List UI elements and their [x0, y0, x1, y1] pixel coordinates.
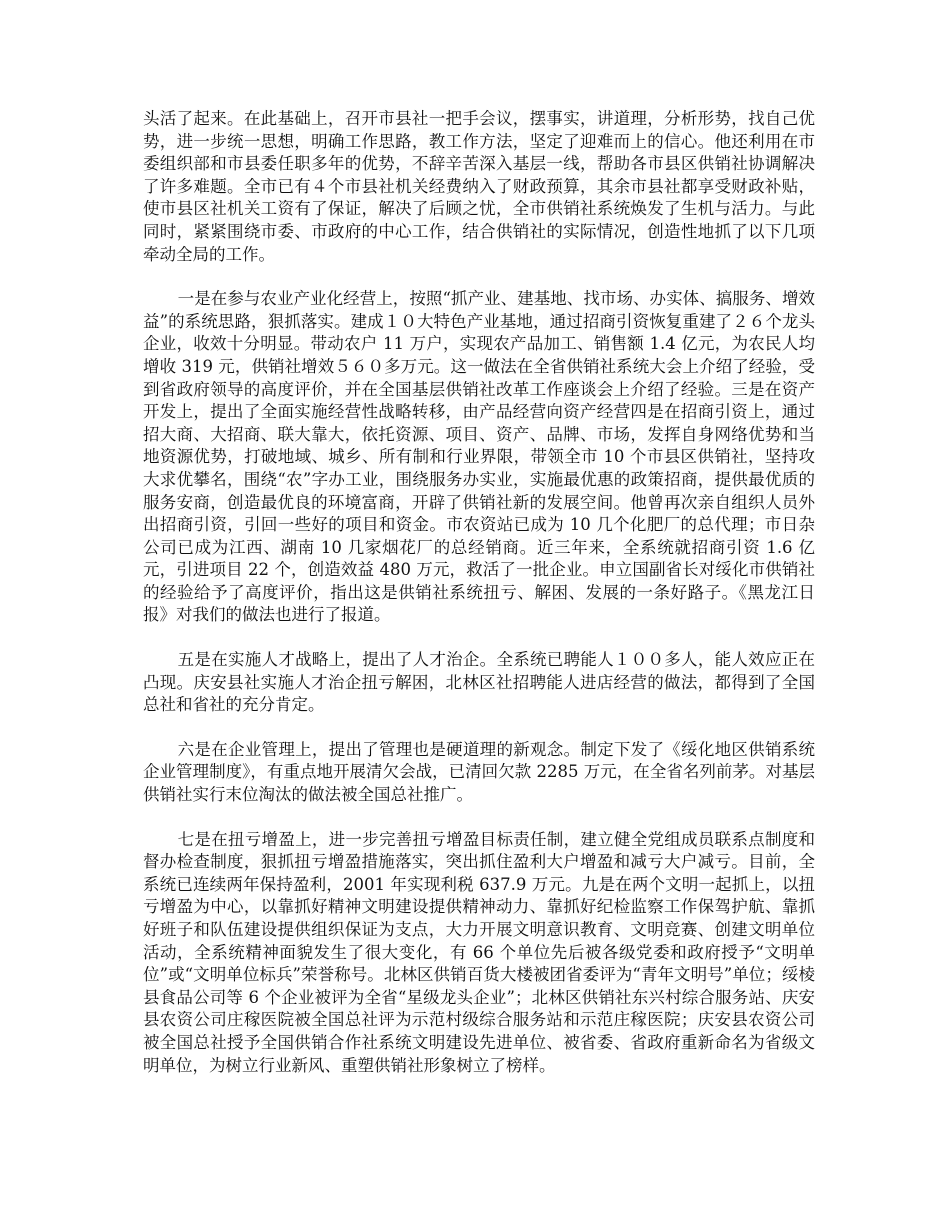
paragraph-intro: 头活了起来。在此基础上，召开市县社一把手会议，摆事实，讲道理，分析形势，找自己优势，进一步统一思想，明确工作思路，教工作方法，坚定了迎难而上的信心。他还利用在市委组织部和市县委任职多年的优势，不辞辛苦深入基层一线，帮助各市县区供销社协调解决了许多难题。全市已有４个市县社机关经费纳入了财政预算，其余市县社都享受财政补贴，使市县区社机关工资有了保证，解决了后顾之忧，全市供销社系统焕发了生机与活力。与此同时，紧紧围绕市委、市政府的中心工作，结合供销社的实际情况，创造性地抓了以下几项牵动全局的工作。: [143, 109, 815, 264]
paragraph-profit-turnaround: 七是在扭亏增盈上，进一步完善扭亏增盈目标责任制，建立健全党组成员联系点制度和督办检查制度，狠抓扭亏增盈措施落实，突出抓住盈利大户增盈和减亏大户减亏。目前，全系统已连续两年保持盈利，2001 年实现利税 637.9 万元。九是在两个文明一起抓上，以扭亏增盈为中心，以靠抓好精神文明建设提供精神动力、靠抓好纪检监察工作保驾护航、靠抓好班子和队伍建设提供组织保证为支点，大力开展文明意识教育、文明竞赛、创建文明单位活动，全系统精神面貌发生了很大变化，有 66 个单位先后被各级党委和政府授予“文明单位”或“文明单位标兵”荣誉称号。北林区供销百货大楼被团省委评为“青年文明号”单位；绥棱县食品公司等 6 个企业被评为全省“星级龙头企业”；北林区供销社东兴村综合服务站、庆安县农资公司庄稼医院被全国总社评为示范村级综合服务站和示范庄稼医院；庆安县农资公司被全国总社授予全国供销合作社系统文明建设先进单位、被省委、省政府重新命名为省级文明单位，为树立行业新风、重塑供销社形象树立了榜样。: [143, 829, 815, 1075]
paragraph-industrialization: 一是在参与农业产业化经营上，按照“抓产业、建基地、找市场、办实体、搞服务、增效益”的系统思路，狠抓落实。建成１０大特色产业基地，通过招商引资恢复重建了２６个龙头企业，收效十分明显。带动农户 11 万户，实现农产品加工、销售额 1.4 亿元，为农民人均增收 319 元，供销社增效５６０多万元。这一做法在全省供销社系统大会上介绍了经验，受到省政府领导的高度评价，并在全国基层供销社改革工作座谈会上介绍了经验。三是在资产开发上，提出了全面实施经营性战略转移，由产品经营向资产经营四是在招商引资上，通过招大商、大招商、联大靠大，依托资源、项目、资产、品牌、市场，发挥自身网络优势和当地资源优势，打破地域、城乡、所有制和行业界限，带领全市 10 个市县区供销社，坚持攻大求优攀名，围绕“农”字办工业，围绕服务办实业，实施最优惠的政策招商，提供最优质的服务安商，创造最优良的环境富商，开辟了供销社新的发展空间。他曾再次亲自组织人员外出招商引资，引回一些好的项目和资金。市农资站已成为 10 几个化肥厂的总代理；市日杂公司已成为江西、湖南 10 几家烟花厂的总经销商。近三年来，全系统就招商引资 1.6 亿元，引进项目 22 个，创造效益 480 万元，救活了一批企业。申立国副省长对绥化市供销社的经验给予了高度评价，指出这是供销社系统扭亏、解困、发展的一条好路子。《黑龙江日报》对我们的做法也进行了报道。: [143, 289, 815, 625]
paragraph-enterprise-management: 六是在企业管理上，提出了管理也是硬道理的新观念。制定下发了《绥化地区供销系统企业管理制度》，有重点地开展清欠会战，已清回欠款 2285 万元，在全省名列前茅。对基层供销社实行末位淘汰的做法被全国总社推广。: [143, 739, 815, 805]
paragraph-talent-strategy: 五是在实施人才战略上，提出了人才治企。全系统已聘能人１００多人，能人效应正在凸现。庆安县社实施人才治企扭亏解困，北林区社招聘能人进店经营的做法，都得到了全国总社和省社的充分肯定。: [143, 650, 815, 715]
document-page: [143, 108, 815, 1077]
